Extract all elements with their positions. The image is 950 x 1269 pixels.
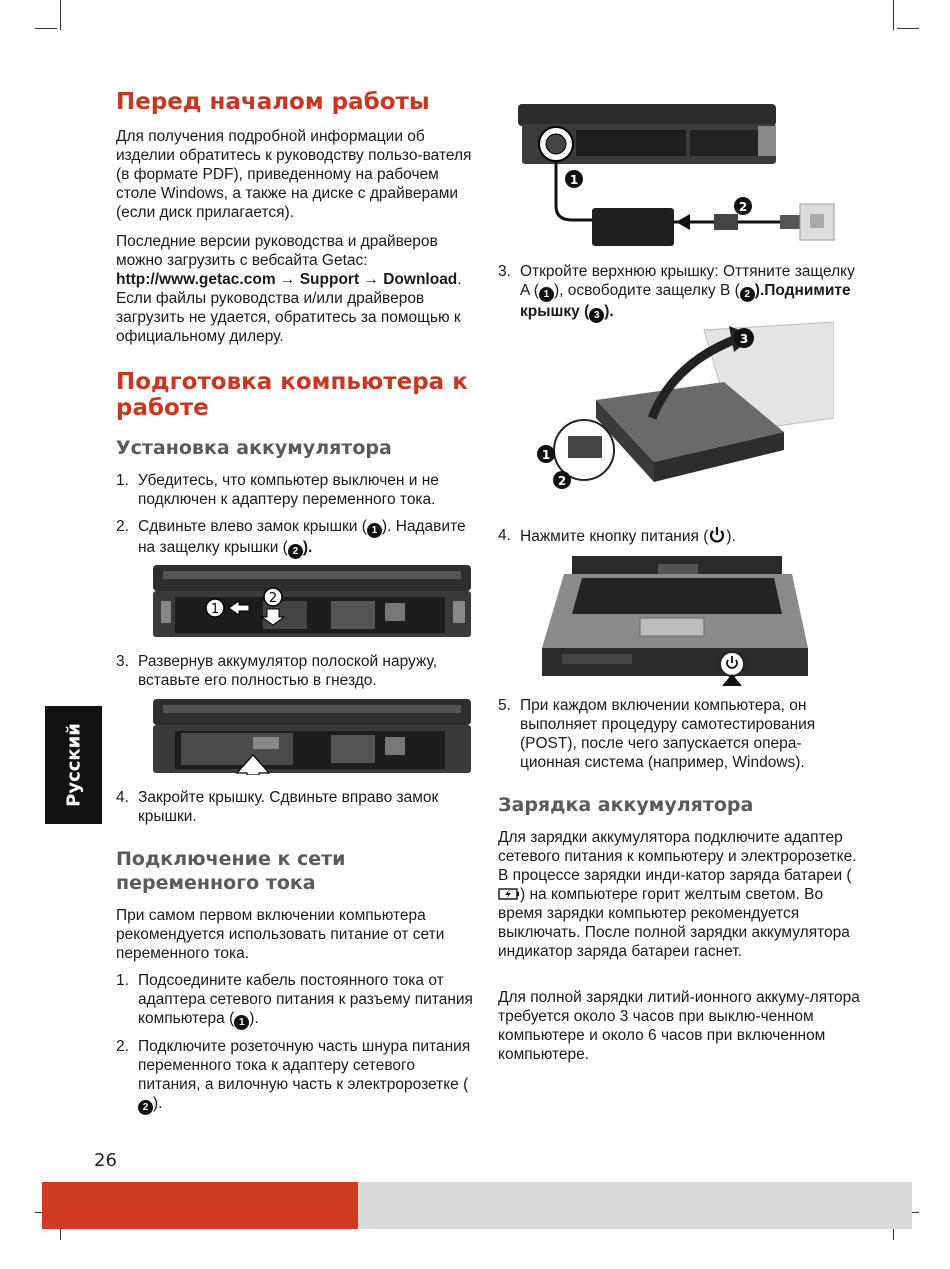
crop-mark — [60, 0, 61, 30]
fig-marker-3: 3 — [739, 332, 749, 346]
step-text: Закройте крышку. Сдвиньте вправо замок крышки. — [138, 789, 439, 825]
step-text: Нажмите кнопку питания ( ). — [520, 528, 736, 545]
getac-download-link[interactable]: http://www.getac.com → Support → Download — [116, 271, 458, 288]
step-text: Подсоедините кабель постоянного тока от адаптера сетевого питания к разъему питания компьютера ( 1 ). — [138, 972, 473, 1028]
marker-2: 2 — [288, 544, 303, 559]
step-text: При каждом включении компьютера, он выполняет процедуру самотестирования (POST), после чего запускается опера-ционная система (например, Windows). — [520, 697, 816, 771]
step-text: Убедитесь, что компьютер выключен и не подключен к адаптеру переменного тока. — [138, 472, 439, 508]
paragraph-charging-1: Для зарядки аккумулятора подключите адаптер сетевого питания к компьютеру и электророзетке. В процессе зарядки инди-катор заряда батареи () на компьютере горит желтым светом. Во время зарядки компьютер рекомендуется выключать. После полной зарядки аккумулятора индикатор заряда батареи гаснет. — [498, 829, 857, 960]
battery-indicator-icon — [498, 887, 520, 901]
heading-charging: Зарядка аккумулятора — [498, 794, 754, 816]
downloads-text-b: . Если файлы руководства и/или драйверов загрузить не удается, обратитесь за помощью к официальному дилеру. — [116, 271, 462, 345]
keyboard-power-figure — [542, 556, 812, 686]
step-number: 3. — [116, 653, 129, 670]
crop-mark — [893, 0, 894, 30]
crop-mark — [35, 28, 57, 29]
ac-step-5-post — [498, 696, 860, 772]
ac-step-2 — [116, 1037, 478, 1115]
section-title-before-start: Перед началом работы — [116, 89, 430, 115]
step-number: 3. — [498, 263, 511, 280]
battery-cover-figure — [153, 565, 473, 637]
ac-adapter-figure — [518, 96, 838, 256]
marker-2: 2 — [138, 1100, 153, 1115]
fig-marker-2: 2 — [268, 591, 278, 606]
step-number: 4. — [498, 527, 511, 544]
battery-step-3 — [116, 652, 478, 690]
marker-3: 3 — [589, 308, 604, 323]
step-text: Подключите розеточную часть шнура питания переменного тока к адаптеру сетевого питания, а вилочную часть к электророзетке (2 ). — [138, 1038, 471, 1113]
fig-marker-2: 2 — [557, 474, 567, 488]
language-side-tab — [45, 706, 102, 824]
footer-red-bar — [42, 1182, 358, 1229]
battery-insert-figure — [153, 699, 473, 775]
page-number: 26 — [94, 1150, 117, 1171]
ac-step-3-open-lid — [498, 262, 860, 323]
language-tab-label: Русский — [63, 723, 84, 807]
battery-step-2 — [116, 517, 478, 559]
fig-marker-2: 2 — [738, 200, 748, 214]
marker-1: 1 — [539, 287, 554, 302]
paragraph-ac-intro: При самом первом включении компьютера рекомендуется использовать питание от сети переменного тока. — [116, 907, 445, 962]
footer-gray-bar — [358, 1182, 912, 1229]
paragraph-downloads — [116, 232, 478, 346]
paragraph-charging-2: Для полной зарядки литий-ионного аккуму-лятора требуется около 3 часов при выклю-ченном компьютере и около 6 часов при включенном компьютере. — [498, 989, 860, 1063]
step-text: Сдвиньте влево замок крышки ( 1 ). Надавите на защелку крышки ( 2 ). — [138, 518, 466, 557]
ac-step-4-power — [498, 526, 860, 546]
marker-1: 1 — [234, 1015, 249, 1030]
step-text: Откройте верхнюю крышку: Оттяните защелку A ( 1 ), освободите защелку B ( 2 ).Поднимите крышку ( 3 ). — [520, 263, 855, 321]
downloads-text-a: Последние версии руководства и драйверов можно загрузить с вебсайта Getac: — [116, 233, 438, 269]
fig-marker-1: 1 — [210, 602, 220, 617]
marker-2: 2 — [740, 287, 755, 302]
power-icon — [708, 526, 726, 544]
step-number: 2. — [116, 518, 129, 535]
step-number: 2. — [116, 1038, 129, 1055]
fig-marker-1: 1 — [569, 173, 579, 187]
step-text: Развернув аккумулятор полоской наружу, вставьте его полностью в гнездо. — [138, 653, 438, 689]
step-number: 4. — [116, 789, 129, 806]
battery-step-1 — [116, 471, 478, 509]
heading-battery-install: Установка аккумулятора — [116, 437, 392, 459]
step-number: 1. — [116, 972, 129, 989]
step-number: 5. — [498, 697, 511, 714]
open-lid-figure — [534, 322, 834, 494]
crop-mark — [897, 28, 919, 29]
paragraph-manual-info: Для получения подробной информации об изделии обратитесь к руководству пользо-вателя (в формате PDF), приведенному на рабочем столе Windows, а также на диске с драйверами (если диск прилагается). — [116, 128, 472, 221]
heading-ac-power: Подключение к сети переменного тока — [116, 848, 346, 894]
step-number: 1. — [116, 472, 129, 489]
battery-step-4 — [116, 788, 478, 826]
section-title-prepare: Подготовка компьютера к работе — [116, 369, 468, 421]
marker-1: 1 — [367, 523, 382, 538]
ac-step-1 — [116, 971, 478, 1030]
fig-marker-1: 1 — [541, 448, 551, 462]
